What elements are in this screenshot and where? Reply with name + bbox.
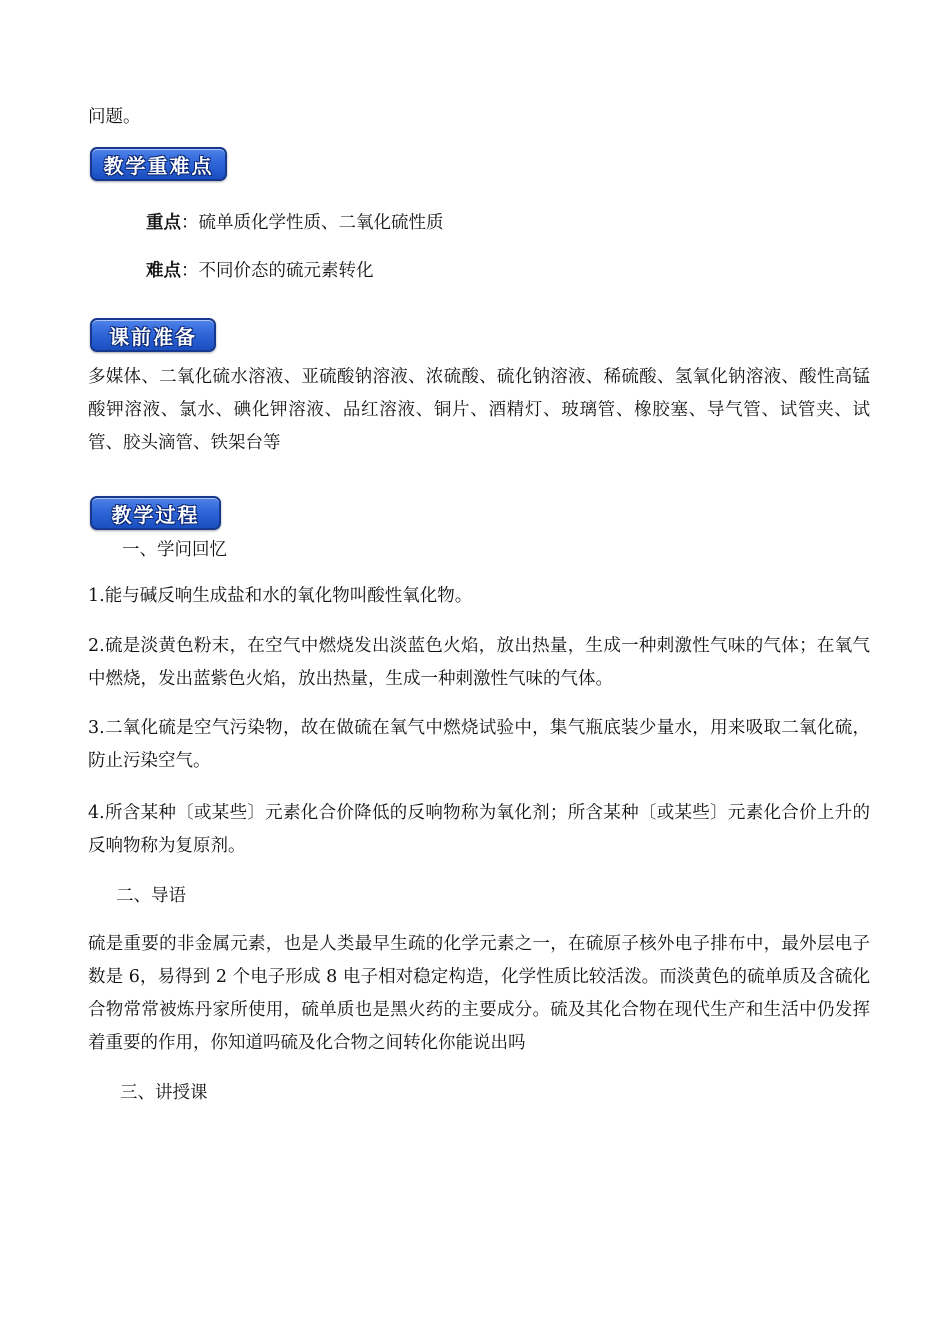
step3-title: 三、讲授课 [120,1083,208,1103]
section-badge-process: 教学过程 [90,496,221,530]
recall-item-3: 3.二氧化硫是空气污染物，故在做硫在氧气中燃烧试验中，集气瓶底装少量水，用来吸取二氧化硫，防止污染空气。 [88,718,870,771]
difficulty-text: ：不同价态的硫元素转化 [181,261,374,281]
recall-item-1: 1.能与碱反响生成盐和水的氧化物叫酸性氧化物。 [88,586,473,606]
intro-tail-text: 问题。 [88,107,141,127]
recall-item-2: 2.硫是淡黄色粉末，在空气中燃烧发出淡蓝色火焰，放出热量，生成一种刺激性气味的气体；在氧气中燃烧，发出蓝紫色火焰，放出热量，生成一种刺激性气味的气体。 [88,636,870,689]
step2-title: 二、导语 [116,886,186,906]
lead-in-paragraph: 硫是重要的非金属元素，也是人类最早生疏的化学元素之一，在硫原子核外电子排布中，最外层电子数是 6，易得到 2 个电子形成 8 电子相对稳定构造，化学性质比较活泼。而淡黄色的硫单质及含硫化合物常常被炼丹家所使用，硫单质也是黑火药的主要成分。硫及其化合物在现代生产和生活中仍发挥着重要的作用，你知道吗硫及化合物之间转化你能说出吗 [88,934,870,1053]
step1-title: 一、学问回忆 [122,540,227,560]
focus-label: 重点 [146,213,181,233]
recall-item-4: 4.所含某种〔或某些〕元素化合价降低的反响物称为氧化剂；所含某种〔或某些〕元素化合价上升的反响物称为复原剂。 [88,803,870,856]
section-badge-prep: 课前准备 [90,318,216,352]
difficulty-label: 难点 [146,261,181,281]
section-badge-key-points: 教学重难点 [90,147,227,181]
difficulty-line [146,254,374,288]
prep-materials-paragraph: 多媒体、二氧化硫水溶液、亚硫酸钠溶液、浓硫酸、硫化钠溶液、稀硫酸、氢氧化钠溶液、酸性高锰酸钾溶液、氯水、碘化钾溶液、品红溶液、铜片、酒精灯、玻璃管、橡胶塞、导气管、试管夹、试管、胶头滴管、铁架台等 [88,367,870,453]
focus-text: ：硫单质化学性质、二氧化硫性质 [181,213,444,233]
focus-line [146,206,444,240]
